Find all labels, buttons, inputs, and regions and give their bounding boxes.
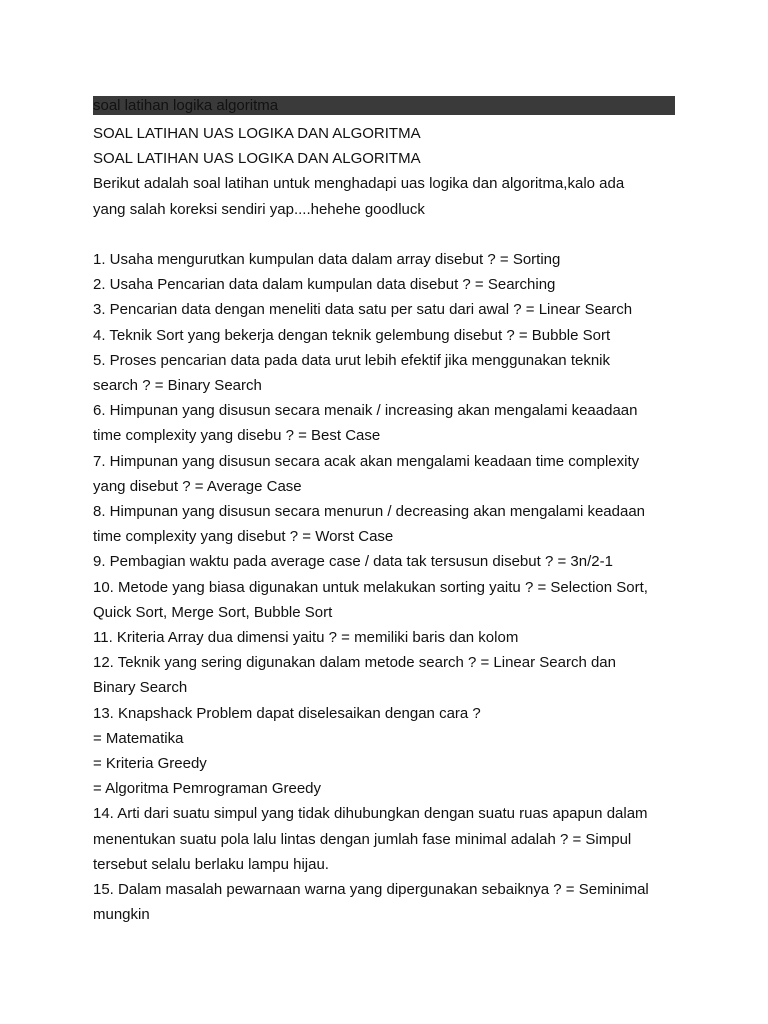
text-line: 12. Teknik yang sering digunakan dalam metode search ? = Linear Search dan (93, 654, 616, 672)
text-line: 9. Pembagian waktu pada average case / data tak tersusun disebut ? = 3n/2-1 (93, 553, 613, 571)
text-line: SOAL LATIHAN UAS LOGIKA DAN ALGORITMA (93, 125, 421, 142)
text-line: 5. Proses pencarian data pada data urut lebih efektif jika menggunakan teknik (93, 351, 611, 369)
text-line: yang disebut ? = Average Case (93, 477, 302, 495)
document-title-bar: soal latihan logika algoritma (93, 96, 675, 115)
text-line: 7. Himpunan yang disusun secara acak akan mengalami keadaan time complexity (93, 452, 640, 470)
text-line: 13. Knapshack Problem dapat diselesaikan dengan cara ? (93, 704, 481, 722)
text-line: mungkin (93, 906, 150, 924)
text-line: search ? = Binary Search (93, 377, 262, 395)
text-line: = Matematika (93, 729, 184, 747)
text-line: 3. Pencarian data dengan meneliti data satu per satu dari awal ? = Linear Search (93, 301, 633, 319)
document-body (93, 121, 683, 927)
blank-line (93, 222, 683, 247)
text-line: 1. Usaha mengurutkan kumpulan data dalam array disebut ? = Sorting (93, 251, 561, 268)
text-line: Quick Sort, Merge Sort, Bubble Sort (93, 603, 333, 621)
text-line: = Algoritma Pemrograman Greedy (93, 780, 322, 798)
text-line: yang salah koreksi sendiri yap....hehehe goodluck (93, 200, 425, 218)
text-line: = Kriteria Greedy (93, 755, 207, 773)
text-line: Binary Search (93, 679, 188, 697)
text-line: 10. Metode yang biasa digunakan untuk melakukan sorting yaitu ? = Selection Sort, (93, 578, 648, 596)
text-line: time complexity yang disebut ? = Worst Case (93, 528, 394, 546)
document-page (93, 96, 683, 927)
text-line: 6. Himpunan yang disusun secara menaik / increasing akan mengalami keaadaan (93, 402, 638, 420)
text-line: 15. Dalam masalah pewarnaan warna yang dipergunakan sebaiknya ? = Seminimal (93, 881, 649, 899)
text-line: 4. Teknik Sort yang bekerja dengan teknik gelembung disebut ? = Bubble Sort (93, 326, 611, 344)
text-line: 11. Kriteria Array dua dimensi yaitu ? = memiliki baris dan kolom (93, 629, 519, 647)
text-line: time complexity yang disebu ? = Best Case (93, 427, 381, 445)
text-line: menentukan suatu pola lalu lintas dengan jumlah fase minimal adalah ? = Simpul (93, 830, 632, 848)
text-line: SOAL LATIHAN UAS LOGIKA DAN ALGORITMA (93, 150, 421, 168)
text-line: tersebut selalu berlaku lampu hijau. (93, 855, 329, 873)
text-line: 2. Usaha Pencarian data dalam kumpulan data disebut ? = Searching (93, 276, 556, 294)
text-line: 8. Himpunan yang disusun secara menurun / decreasing akan mengalami keadaan (93, 503, 646, 521)
text-line: 14. Arti dari suatu simpul yang tidak dihubungkan dengan suatu ruas apapun dalam (93, 805, 648, 823)
text-line: Berikut adalah soal latihan untuk menghadapi uas logika dan algoritma,kalo ada (93, 175, 625, 193)
